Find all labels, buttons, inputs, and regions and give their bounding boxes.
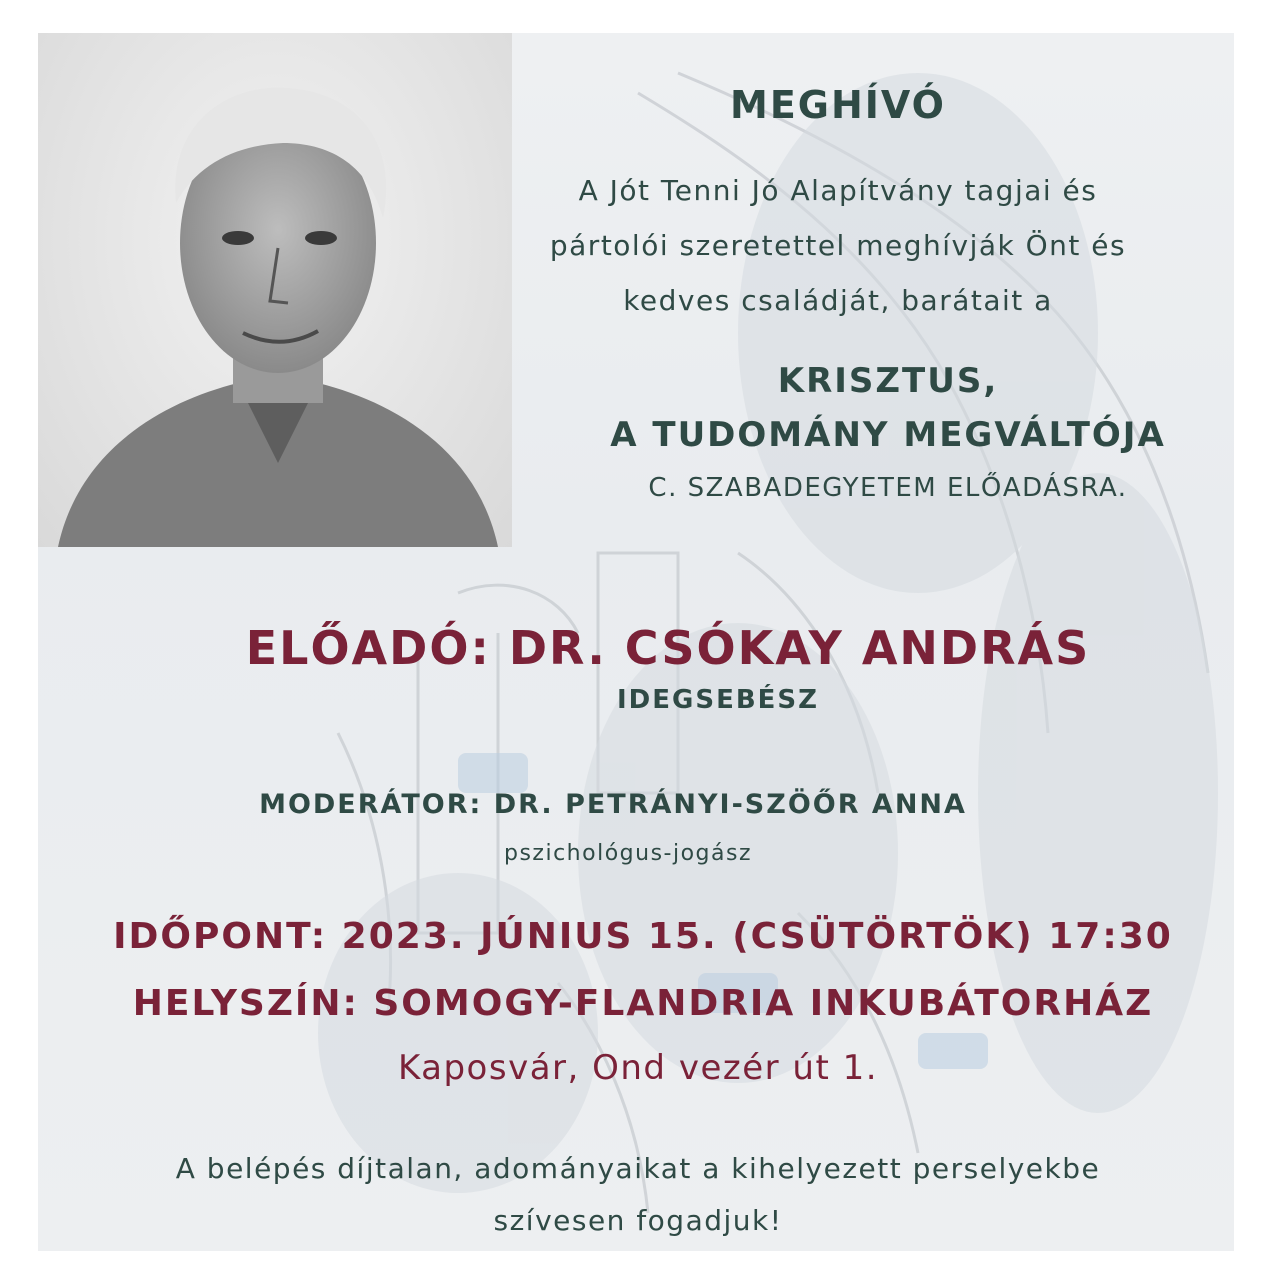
lecture-title-line1: KRISZTUS, bbox=[777, 361, 999, 401]
lecture-subtitle: C. SZABADEGYETEM ELŐADÁSRA. bbox=[648, 473, 1128, 503]
intro-line: pártolói szeretettel meghívják Önt és bbox=[549, 229, 1127, 262]
footer-line: szívesen fogadjuk! bbox=[493, 1204, 783, 1237]
intro-line: kedves családját, barátait a bbox=[623, 284, 1053, 317]
event-address: Kaposvár, Ond vezér út 1. bbox=[397, 1048, 879, 1088]
event-time: IDŐPONT: 2023. JÚNIUS 15. (CSÜTÖRTÖK) 17:30 bbox=[113, 916, 1173, 957]
portrait-illustration bbox=[38, 33, 512, 547]
intro-text bbox=[478, 163, 1198, 328]
lecture-title-line2: A TUDOMÁNY MEGVÁLTÓJA bbox=[610, 415, 1166, 455]
footer-text bbox=[58, 1143, 1218, 1247]
speaker-name: ELŐADÓ: DR. CSÓKAY ANDRÁS bbox=[245, 621, 1091, 675]
moderator-role: pszichológus-jogász bbox=[504, 841, 752, 866]
intro-line: A Jót Tenni Jó Alapítvány tagjai és bbox=[578, 174, 1098, 207]
invitation-title: MEGHÍVÓ bbox=[730, 83, 946, 127]
footer-line: A belépés díjtalan, adományaikat a kihelyezett perselyekbe bbox=[175, 1152, 1101, 1185]
speaker-portrait-photo bbox=[38, 33, 512, 547]
speaker-role: IDEGSEBÉSZ bbox=[617, 685, 819, 715]
invitation-poster bbox=[38, 33, 1234, 1251]
event-venue: HELYSZÍN: SOMOGY-FLANDRIA INKUBÁTORHÁZ bbox=[132, 983, 1154, 1024]
moderator-name: MODERÁTOR: DR. PETRÁNYI-SZÖŐR ANNA bbox=[259, 789, 967, 820]
